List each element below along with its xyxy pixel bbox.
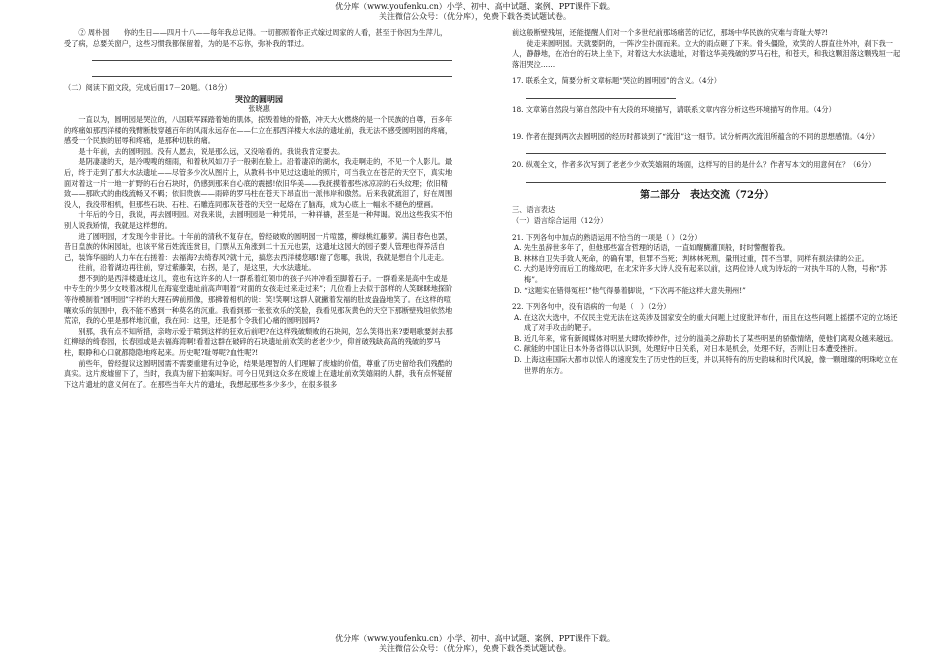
question-18: 18. 文章第自然段与第自然段中有大段的环境描写，请联系文章内容分析这些环境描写的作用。（4分）: [512, 104, 836, 114]
article-paragraph: 前些年，曾经提议这圆明园需不需要重建有过争论，结果是理智的人们理解了废墟的价值，尊重了历史留给我们残酷的真实。这片废墟留下了，当时，我真为留下拍案叫好。可今日见到这众多在废墟上在遗址前欢笑嬉闹的人群，我有点怀疑留下这片遗址的意义何在了。在那些当年大片的遗址，我想起那些多少多少，在很多很多: [64, 358, 453, 389]
option-c: C. 大约是诗穷而后工的缘故吧，在北宋许多大诗人没有起来以前，这两位诗人成为诗坛的一对执牛耳的人物，号称“苏梅”。: [514, 264, 887, 284]
spacer: [512, 116, 902, 126]
question-17: 17. 联系全文，简要分析文章标题“哭泣的圆明园”的含义。（4分）: [512, 76, 721, 86]
option-a: A. 先生虽辞世多年了，但他那些富含哲理的话语，一直如醍醐灌顶般，时时警醒着我。: [514, 243, 790, 253]
article-paragraph: 想不到的是西洋楼遗址这儿，竟也有这许多的人!一群系着红领巾的孩子兴冲冲看至脚着石子。一群看来是高中生或是中专生的少男少女吱着冰棍儿在海宴堂遗址前高声唱着“对面的女孩走过来走过来”；几位看上去似于部样的人笑眯眯地探阶等待模制着“圆明园”字样的大理石碑前照像，那拂着相机的说：笑!笑啊!这群人就撇着发福的肚皮盎盎地笑了。在这样的喧嚷欢乐的氛围中，我不能不感到一种莫名的沉重。我看到那一张张欢乐的笑脸，我看见那灰黄色的天空下那断壁残垣依然地荒凉，我的心里是那样地沉重，我在问：这里，还是那个令我们心痛的圆明园吗?: [64, 273, 453, 326]
article-paragraph: 是十年前，去的圆明园。没有人愿去，说是那么远，又没啥看的。我说我肯定要去。: [78, 146, 345, 156]
answer-line: [526, 89, 676, 99]
article-continuation: 前这般断壁残垣，还能提醒人们对一个多世纪前那场痛苦的记忆，那场中华民族的灾难与奇耻大辱?!: [512, 28, 828, 37]
dialogue-item-2: ② 周朴园 你的生日——四月十八——每年我总记得。一切都照着你正式嫁过周家的人看，甚至于你因为生萍儿，受了病，总要关窗户，这些习惯我都保留着，为的是不忘你，弥补我的罪过。: [64, 28, 448, 48]
option-c: C. 献能的中国让日本外务省得以认识到，处理好中日关系，对日本是机会，处理不好，否则让日本遭受挫折。: [514, 344, 862, 354]
option-a: A. 在这次大选中，不仅民主党无法在这英涉及国家安全的重大问题上过度批评布什，而且在这些问题上摇摆不定的立场还成了对手攻击的靶子。: [514, 312, 898, 333]
article-paragraph: 徒走来圆明园。天就要阴的，一阵汐尘扑面而来。立大的雨点砸了下来。骨头僵险，欢笑的人群直往外冲，刹下我一人，静静地，在冶台的石块上坐下，对着这大水法遗址，对着这华美残破的罗马石柱，和苍天，和我这颗泪落这颗残垣一起落泪哭泣……: [512, 38, 901, 69]
page-footer: [0, 634, 950, 654]
answer-line: [92, 67, 452, 77]
option-d: D. 上海这座国际大都市以惊人的速度发生了历史性的巨变，并以其特有的历史韵味和时代风貌，像一颗璀璨的明珠屹立在世界的东方。: [514, 355, 898, 375]
option-b: B. 近几年来，常有新闻媒体对明星大肆吹捧炒作，过分的溢美之辞助长了某些明星的骄傲情绪，使他们离观众越来越远。: [514, 333, 898, 343]
part-two-heading: 第二部分 表达交流（72分）: [640, 189, 774, 201]
header-line-2: 关注微信公众号：（优分库），免费下载各类试题试卷。: [379, 12, 571, 21]
article-title: 哭泣的圆明园: [235, 93, 283, 104]
section-intro: （二）阅读下面文段，完成后面17－20题。（18分）: [64, 83, 232, 93]
option-b: B. 林林自卫失手致人死命，的确有罪，但罪不当死；判林林死刑，量刑过重，罚不当罪，同样有损法律的公正。: [514, 253, 869, 263]
article-paragraph: 别那，我有点不知所措，亲吻示爱于喷到这样的狂欢后前吧?在这样残破颓败的石块间，怎么笑得出来?要唱歌要封去那红柳绿的绮春园，长春园或是去福海湾啊!看着这群在破碎的石块遗址前欢笑的老老少少，仰首破残缺高高的残破的罗马柱，眼睁和心口就都隐隐地疼起来。历史呢?耻辱呢?血性呢?!: [64, 326, 453, 358]
header-line-1: 优分库（www.youfenku.cn）小学、初中、高中试题、案例、PPT课件下载。: [335, 2, 615, 11]
subsection-heading: （一）语言综合运用（12分）: [512, 215, 608, 225]
section-three-heading: 三、语言表达: [512, 205, 556, 215]
question-20: 20. 纵观全文，作者多次写到了老老少少欢笑嬉闹的场面，这样写的目的是什么？作者写本文的用意何在？（6分）: [512, 160, 876, 170]
left-column: [64, 28, 454, 390]
right-column: [512, 28, 902, 376]
question-19: 19. 作者在提到两次去圆明园的经历时都谈到了“流泪”这一细节。试分析两次流泪所蕴含的不同的思想感情。（4分）: [512, 131, 880, 141]
footer-line-1: 优分库（www.youfenku.cn）小学、初中、高中试题、案例、PPT课件下载。: [335, 634, 615, 643]
article-paragraph: 往前，沿着湖边再往前，穿过紫藤架，右拐，是了，是这里，大水法遗址。: [78, 263, 316, 273]
article-paragraph: 是阴凄凄的天，是冷嗖嗖的细雨，和着秋风如刀子一般刺在脸上。沿着凄凉的湖水，我走啊走的，不见一个人影儿。最后，终于走到了那大水法遗址——尽管多少次从图片上，从教科书中见过这遗址的照片，可当我立在苍茫的天空下，真实地面对着这一片一地一扩野的石台石块时，仍感到那来自心底的震撼!依旧华美——我抚摸着那些冰凉凉的石头纹理；依旧精致——那欧式的曲线流畅又不羁；依旧贵族——雨碎的罗马柱在苍天下昂直出一派伟岸和傲然。后来我就流泪了，好在周围没人，我没带相机，但那些石块、石柱、石雕连同那灰苍苍的天空一起烙在了脑海，成为心底上一幅永不褪色的壁画。: [64, 157, 453, 209]
answer-line: [526, 173, 886, 183]
option-d: D. “这题实在错得冤枉!”他气得暴着脚说，“下次再不能这样大意失荆州!”: [514, 285, 746, 295]
footer-line-2: 关注微信公众号：（优分库），免费下载各类试题试卷。: [379, 644, 571, 653]
answer-line: [92, 51, 452, 61]
article-paragraph: 一直以为，圆明园是哭泣的，八国联军踩踏着她的肌体，掠毁着她的骨骼，冲天大火燃烧的是一个民族的自尊，百多年的疼痛如那西洋楼的残臂断肢穿越百年的风雨永远存在——仁立在那西洋楼大水法的遗址前，我无法不感受圆明园的疼痛，感受一个民族的屈辱和疼痛，是那种切肤的痛。: [64, 114, 453, 146]
page-header: [0, 2, 950, 22]
answer-line: [526, 144, 886, 154]
article-paragraph: 进了圆明园，才发现今非昔比。十年前的清秋不复存在，曾经破败的圆明园一片喧嚣，柳绿桃红藤萝。满目春色也罢，昔日皇族的休闲园址，也该平常百姓流连赏目，门票从五角涨到二十五元也罢，这遗址这园大的园子要人管理也得养活自己，装饰华丽的人力车在右搓着：去福海?去绮春风?就十元，搞您去西洋楼您哪!谢了您哪，我说，我就是想自个儿走走。: [64, 231, 453, 262]
question-21: 21. 下列各句中加点的熟语运用不恰当的一项是（ ）（2分）: [512, 232, 702, 242]
article-paragraph: 十年后的今日，我说，再去圆明园。对我来说，去圆明园是一种凭吊，一种祥禱，甚至是一种拜谒。说出这些我实不怕别人说我矫情，我就是这样想的。: [64, 210, 453, 230]
question-22: 22. 下列各句中，没有语病的一句是（ ）（2分）: [512, 302, 671, 312]
article-author: 张晓惠: [248, 104, 270, 114]
